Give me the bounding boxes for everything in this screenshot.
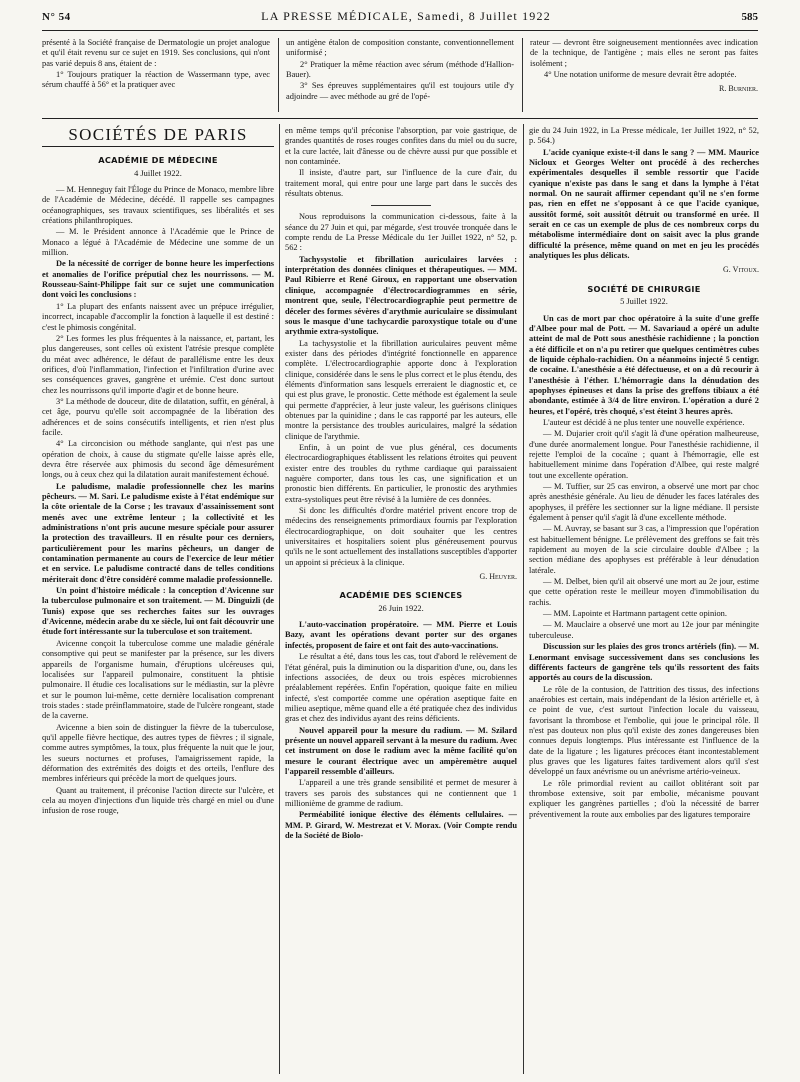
- top-column-3: [530, 38, 758, 114]
- signature: G. Heuyer.: [479, 572, 517, 582]
- top-paragraph: un antigène étalon de composition constante, conventionnellement uniformisé ;: [286, 38, 514, 58]
- article-paragraph: L'acide cyanique existe-t-il dans le sang ? — MM. Maurice Nicloux et Georges Welter ont procédé à des recherches expérimentales desquelles il semble ressortir que l'acide cyanique n'existe pas dans le sang et dans la lymphe à l'état normal. On ne saurait affirmer cependant qu'il ne s'en forme pas, rien en effet ne s'opposant à ce que l'acide cyanique, aussitôt formé, soit aussitôt détruit ou transformé en urée. Il serait en ce cas un exemple de plus de ces nombreux corps du métabolisme intermédiaire dont on saisit avec la plus grande difficulté la présence, même quand on met en jeu les procédés analytiques les plus délicats.: [529, 147, 759, 261]
- section-title: ACADÉMIE DES SCIENCES: [339, 590, 463, 601]
- article-paragraph: L'auto-vaccination propératoire. — MM. Pierre et Louis Bazy, avant les opérations devant porter sur des organes infectés, proposent de faire et ont fait des auto-vaccinations.: [285, 620, 517, 650]
- paragraph: L'appareil a une très grande sensibilité et permet de mesurer à travers ses parois des substances qui ne contiennent que 1 millionième de gramme de radium.: [285, 778, 517, 808]
- paragraph: — M. Henneguy fait l'Éloge du Prince de Monaco, membre libre de l'Académie de Médecine, décédé. Il rappelle ses campagnes océanographiques, ses travaux scientifiques, ses libéralités et ses créations philanthropiques.: [42, 185, 274, 226]
- top-paragraph: 4° Une notation uniforme de mesure devrait être adoptée.: [544, 70, 737, 80]
- top-paragraph: rateur — devront être soigneusement mentionnées avec indication de la technique, de l'antigène ; mais elles ne seront pas faites isolément ;: [530, 38, 758, 68]
- section-title: SOCIÉTÉ DE CHIRURGIE: [587, 283, 701, 294]
- paragraph: 1° La plupart des enfants naissent avec un prépuce irrégulier, incorrect, incapable d'accomplir la fonction à laquelle il est destiné : c'est le phimosis congénital.: [42, 301, 274, 332]
- paragraph: en même temps qu'il préconise l'absorption, par voie gastrique, de grandes quantités de roses rouges confites dans du miel ou du sucre, et la cure lactée, lait d'ânesse ou de chèvre aussi pur que possible et non contaminée.: [285, 126, 517, 167]
- column-divider: [522, 38, 523, 112]
- signature: R. Burnier.: [718, 84, 758, 94]
- header-rule: [42, 30, 758, 31]
- paragraph: — M. Auvray, se basant sur 3 cas, a l'impression que l'opération est habituellement bénigne. Le prélèvement des greffons se fait très rapidement au moyen de la scie circulaire double d'Albee ; la section médiane des apophyses est préférable à leur dénudation latérale.: [529, 524, 759, 575]
- paragraph: Nous reproduisons la communication ci-dessous, faite à la séance du 27 Juin et qui, par mégarde, s'est trouvée tronquée dans le compte rendu de La Presse Médicale du 1er Juillet 1922, n° 52, p. 562 :: [285, 212, 517, 253]
- signature: G. Vitoux.: [723, 265, 759, 275]
- article-paragraph: De la nécessité de corriger de bonne heure les imperfections et anomalies de l'orifice préputial chez les nourrissons. — M. Rousseau-Saint-Philippe fait sur ce sujet une communication dont voici les conclusions :: [42, 259, 274, 300]
- article-paragraph: Le paludisme, maladie professionnelle chez les marins pêcheurs. — M. Sari. Le paludisme existe à l'état endémique sur la côte orientale de la Corse ; les travaux d'assainissement sont menés avec une extrême lenteur ; la collectivité et les administrations n'ont pris aucune mesure spéciale pour assurer la protection des travailleurs. Il en résulte pour ces derniers, particulièrement pour les marins pêcheurs, un danger de contamination permanente au cours de l'exercice de leur métier et en service. Le paludisme contracté dans de telles conditions mériterait donc d'être considéré comme maladie professionnelle.: [42, 481, 274, 584]
- section-date: 5 Juillet 1922.: [620, 297, 668, 307]
- article-paragraph: Un point d'histoire médicale : la conception d'Avicenne sur la tuberculose pulmonaire et son traitement. — M. Dinguizli (de Tunis) expose que ses recherches faites sur les ouvrages d'Avicenne, médecin arabe du xe siècle, lui ont fait découvrir une étude fort intéressante sur la tuberculose et son traitement.: [42, 586, 274, 637]
- top-paragraph: présenté à la Société française de Dermatologie un projet analogue et qu'il était revenu sur ce sujet en 1919. Ses conclusions, qui n'ont pas varié depuis 8 ans, étaient de :: [42, 38, 270, 68]
- paragraph: Si donc les difficultés d'ordre matériel privent encore trop de médecins des renseignements primordiaux fournis par l'exploration électrocardiographique, on doit souhaiter que les centres universitaires et hospitaliers soient plus généreusement pourvus qu'ils ne le sont actuellement des installations susceptibles d'apporter un appoint si précieux à la clinique.: [285, 506, 517, 567]
- paragraph: — M. le Président annonce à l'Académie que le Prince de Monaco a légué à l'Académie de Médecine une somme de un million.: [42, 227, 274, 258]
- column-3: [529, 126, 759, 1074]
- paragraph: L'auteur est décidé à ne plus tenter une nouvelle expérience.: [543, 417, 745, 427]
- issue-number: N° 54: [42, 11, 71, 23]
- paragraph: Enfin, à un point de vue plus général, ces documents électrocardiographiques établissent les relations étroites qui peuvent exister entre des troubles du rythme cardiaque qui paraissaient naguère comporter, dans tous les cas, une signification et un pronostic bien différents. En particulier, le pronostic des arythmies extra-systoliques peut être révisé à la lumière de ces données.: [285, 442, 517, 504]
- paragraph: Le rôle primordial revient au caillot oblitérant soit par thrombose extensive, soit par embolie, mécanisme pouvant expliquer les gangrènes partielles ; d'où la nécessité de barrer préventivement la route aux embolies par des ligatures temporaire: [529, 778, 759, 819]
- section-date: 26 Juin 1922.: [378, 603, 424, 613]
- paragraph: Avicenne a bien soin de distinguer la fièvre de la tuberculose, qu'il appelle fièvre hectique, des autres types de fièvres ; il signale, comme autres symptômes, la toux, plus fréquente la nuit que le jour, les sueurs nocturnes et profuses, l'amaigrissement rapide, la déformation des extrémités des doigts et des orteils, l'enflure des membres inférieurs qui précède la mort de quelques jours.: [42, 722, 274, 784]
- societes-title: SOCIÉTÉS DE PARIS: [68, 125, 248, 144]
- article-paragraph: Un cas de mort par choc opératoire à la suite d'une greffe d'Albee pour mal de Pott. — M. Savariaud a opéré un adulte atteint de mal de Pott sous anesthésie rachidienne ; la ponction a été difficile et on n'a pu retirer que quelques centimètres cubes de liquide céphalo-rachidien. On a néanmoins injecté 5 centigr. de cocaïne. L'anesthésie a été défectueuse, et on a dû recourir à l'anesthésie à l'éther. L'hémorragie dans la dénudation des apophyses épineuses et dans la prise des greffons tibiaux a été abondante, estimée à 3/4 de litre environ. L'opération a duré 2 heures, et l'opéré, très choqué, s'est éteint 3 heures après.: [529, 313, 759, 416]
- article-paragraph: Nouvel appareil pour la mesure du radium. — M. Szilard présente un nouvel appareil servant à la mesure du radium. Avec cet instrument on dose le radium avec la même facilité qu'on mesure le courant électrique avec un ampèremètre auquel l'appareil ressemble d'ailleurs.: [285, 725, 517, 776]
- paragraph: La tachysystolie et la fibrillation auriculaires peuvent même exister dans des périodes d'intégrité fonctionnelle en apparence complète. L'électrocardiographie apporte donc à l'exploration clinique, considérée dans le sens le plus correct et le plus étendu, des éléments d'information sans lesquels erreraient le diagnostic et, ce qui est plus grave, le pronostic. Cette méthode est également la seule qui permette d'apprécier, à leur juste valeur, les guérisons cliniques obtenues par la quinidine ; dans le cas rapporté par les auteurs, elle montre la persistance des troubles auriculaires, malgré la sédation clinique de l'arythmie.: [285, 338, 517, 441]
- paragraph: — M. Tuffier, sur 25 cas environ, a observé une mort par choc après anesthésie générale. Au lieu de dénuder les faces latérales des apophyses, il préfère les sectionner sur la ligne médiane. Il persiste également à penser qu'il s'agit là d'une excellente méthode.: [529, 482, 759, 523]
- top-paragraph: 2° Pratiquer la même réaction avec sérum (méthode d'Hallion-Bauer).: [286, 59, 514, 80]
- section-rule: [42, 118, 758, 119]
- article-paragraph: Tachysystolie et fibrillation auriculaires larvées : interprétation des données cliniques et thérapeutiques. — MM. Paul Ribierre et René Giroux, en rapportant une observation clinique, accompagnée d'électrocardiogrammes en série, montrent que, seule, l'électrocardiographie peut permettre de déceler des formes sévères d'arythmie auriculaire se dissimulant sous le masque d'une tachycardie paroxystique totale ou d'une arythmie extra-systolique.: [285, 254, 517, 337]
- paragraph: 4° La circoncision ou méthode sanglante, qui n'est pas une opération de choix, à cause du stigmate qu'elle laisse après elle, devra être réservée aux phimosis du second âge démesurément longs, ou à ceux chez qui la dilatation aurait manifestement échoué.: [42, 439, 274, 480]
- paragraph: — MM. Lapointe et Hartmann partagent cette opinion.: [543, 609, 727, 619]
- paragraph: Il insiste, d'autre part, sur l'influence de la cure d'air, du traitement moral, qui entre pour une large part dans le succès des résultats obtenus.: [285, 168, 517, 199]
- section-date: 4 Juillet 1922.: [134, 168, 182, 178]
- paragraph: — M. Delbet, bien qu'il ait observé une mort au 2e jour, estime que cette opération reste le meilleur moyen d'immobilisation du rachis.: [529, 577, 759, 607]
- column-2: [285, 126, 517, 1074]
- paragraph: Avicenne conçoit la tuberculose comme une maladie générale consomptive qui peut se manifester par la présence, sur les divers appareils de l'organisme humain, d'éruptions ulcéreuses qui, localisées sur l'appareil pulmonaire, constituent la phtisie pulmonaire. Il étudie ces localisations sur le médiastin, sur la plèvre et sur le poumon lui-même, cette dernière localisation comprenant trois stades : stade préinflammatoire, stade de l'ulcère rongeant, stade de la caverne.: [42, 638, 274, 721]
- page-header: [42, 11, 758, 27]
- paragraph: gie du 24 Juin 1922, in La Presse médicale, 1er Juillet 1922, n° 52, p. 564.): [529, 126, 759, 146]
- top-paragraph: 1° Toujours pratiquer la réaction de Wassermann type, avec sérum chauffé à 56° et la pratiquer avec: [42, 70, 270, 90]
- paragraph: — M. Mauclaire a observé une mort au 12e jour par méningite tuberculeuse.: [529, 620, 759, 640]
- section-title: ACADÉMIE DE MÉDECINE: [98, 155, 218, 166]
- column-1: [42, 124, 274, 1074]
- column-divider: [278, 38, 279, 112]
- paragraph: 3° La méthode de douceur, dite de dilatation, suffit, en général, à cet âge, pourvu qu'elle soit accompagnée de la libération des adhérences et de soins consécutifs intelligents, et rien n'est plus facile.: [42, 396, 274, 437]
- page-number: 585: [741, 11, 758, 23]
- article-paragraph: Discussion sur les plaies des gros troncs artériels (fin). — M. Lenormant envisage successivement dans ses conclusions les différents facteurs de gangrène tels qu'ils ressortent des faits apportés au cours de la discussion.: [529, 642, 759, 683]
- paragraph: Le rôle de la contusion, de l'attrition des tissus, des infections anaérobies est certain, mais indépendant de la lésion artérielle et, à ce point de vue, c'est surtout l'infection locale du vaisseau, favorisant la thrombose et l'embolie, qui joue le principal rôle. Il n'est pas douteux non plus qu'il existe des zones dangereuses bien connues depuis longtemps. Plus intéressante est l'influence de la date de la ligature ; les ligatures précoces étant incontestablement plus graves que les ligatures faites tardivement alors qu'il s'est développé un faux anévrisme ou un anévrisme artério-veineux.: [529, 684, 759, 777]
- title-underline: [42, 146, 274, 147]
- separator: [371, 205, 431, 206]
- paragraph: 2° Les formes les plus fréquentes à la naissance, et, partant, les plus dangereuses, sont celles où existent l'atrésie presque complète du méat avec adhérence, le défaut de parallélisme entre les deux orifices, d'où l'inflammation, l'infection et l'infiltration d'urine avec ses conséquences graves, gangrène et urémie. C'est donc surtout chez les nourrissons qu'il importe d'agir et de bonne heure.: [42, 333, 274, 395]
- top-column-1: [42, 38, 270, 114]
- top-paragraph: 3° Ses épreuves supplémentaires qu'il est toujours utile d'y adjoindre — avec méthode au gré de l'opé-: [286, 81, 514, 101]
- top-column-2: [286, 38, 514, 114]
- column-divider: [279, 124, 280, 1074]
- paragraph: — M. Dujarier croit qu'il s'agit là d'une opération malheureuse, d'une durée anormalement longue. Pour l'anesthésie rachidienne, il rejette l'emploi de la cocaïne ; quant à l'hémorragie, elle est habituellement minime dans l'opération d'Albee, qui reste malgré tout une excellente opération.: [529, 429, 759, 480]
- paragraph: Le résultat a été, dans tous les cas, tout d'abord le relèvement de l'état général, puis la diminution ou la disparition d'une, ou, dans les infections associées, de deux ou trois espèces microbiennes préalablement repérées. Enfin l'opération, quoique faite en milieu infecté, s'est comportée comme une opération aseptique faite en milieu aseptique, même quand elle a été pratiquée chez des individus gras et chez des individus ayant des reins déficients.: [285, 652, 517, 724]
- article-paragraph: Perméabilité ionique élective des éléments cellulaires. — MM. P. Girard, W. Mestrezat et V. Morax. (Voir Compte rendu de la Société de Biolo-: [285, 810, 517, 840]
- paragraph: Quant au traitement, il préconise l'action directe sur l'ulcère, et cela au moyen d'injections d'un liquide très chargé en miel ou d'une infusion de rose rouge,: [42, 785, 274, 816]
- journal-title: LA PRESSE MÉDICALE, Samedi, 8 Juillet 1922: [261, 9, 551, 23]
- column-divider: [523, 124, 524, 1074]
